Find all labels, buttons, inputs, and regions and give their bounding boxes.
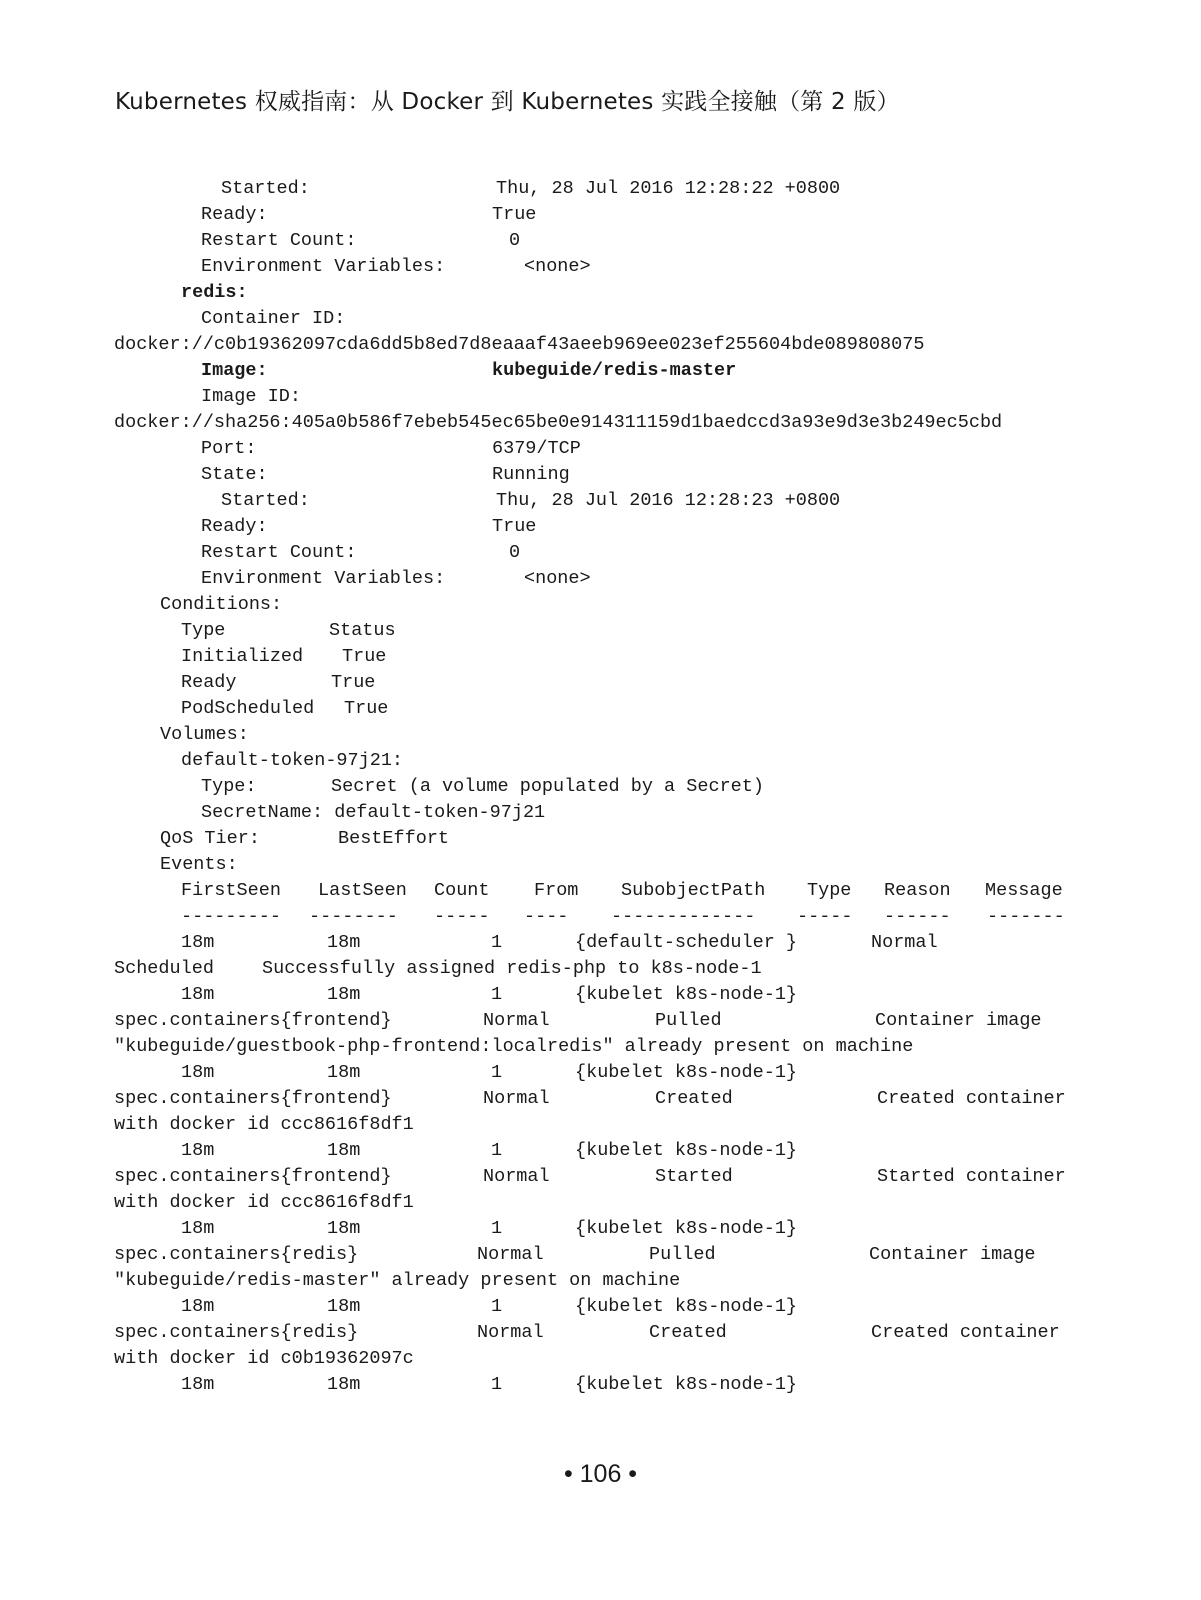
code-segment: 1 — [491, 1218, 503, 1239]
code-segment: ----- — [434, 906, 490, 927]
code-segment: Events: — [160, 854, 238, 875]
code-segment: Normal — [483, 1010, 550, 1031]
code-segment: Thu, 28 Jul 2016 12:28:22 +0800 — [496, 178, 841, 199]
code-segment: Container image — [875, 1010, 1042, 1031]
code-segment: Restart Count: — [201, 542, 357, 563]
code-segment: Started container — [877, 1166, 1066, 1187]
code-segment: Created — [649, 1322, 727, 1343]
code-segment: QoS Tier: — [160, 828, 260, 849]
code-segment: {default-scheduler } — [575, 932, 798, 953]
code-segment: Thu, 28 Jul 2016 12:28:23 +0800 — [496, 490, 841, 511]
code-segment: -------- — [309, 906, 398, 927]
code-segment: PodScheduled — [181, 698, 315, 719]
code-segment: 18m — [181, 984, 215, 1005]
code-segment: 18m — [181, 1140, 215, 1161]
code-segment: Started: — [221, 490, 310, 511]
code-segment: "kubeguide/guestbook-php-frontend:localredis" already present on machine — [114, 1036, 914, 1057]
code-segment: Normal — [477, 1244, 544, 1265]
code-segment: 18m — [181, 1218, 215, 1239]
code-segment: Started: — [221, 178, 310, 199]
code-segment: redis: — [181, 282, 248, 303]
code-segment: ----- — [797, 906, 853, 927]
code-segment: with docker id c0b19362097c — [114, 1348, 414, 1369]
code-segment: Normal — [477, 1322, 544, 1343]
code-segment: State: — [201, 464, 268, 485]
code-segment: <none> — [524, 568, 591, 589]
code-segment: spec.containers{frontend} — [114, 1166, 392, 1187]
code-segment: <none> — [524, 256, 591, 277]
code-segment: Container image — [869, 1244, 1036, 1265]
code-segment: Ready: — [201, 516, 268, 537]
code-segment: default-token-97j21: — [181, 750, 404, 771]
code-segment: {kubelet k8s-node-1} — [575, 1062, 798, 1083]
code-segment: 1 — [491, 1374, 503, 1395]
code-segment: 18m — [327, 1296, 361, 1317]
code-segment: Count — [434, 880, 490, 901]
code-segment: Environment Variables: — [201, 568, 446, 589]
code-segment: Restart Count: — [201, 230, 357, 251]
code-segment: --------- — [181, 906, 281, 927]
code-segment: 0 — [509, 542, 521, 563]
code-segment: Type: — [201, 776, 257, 797]
code-segment: Port: — [201, 438, 257, 459]
code-segment: {kubelet k8s-node-1} — [575, 1374, 798, 1395]
code-segment: SubobjectPath — [621, 880, 766, 901]
code-segment: {kubelet k8s-node-1} — [575, 984, 798, 1005]
code-segment: {kubelet k8s-node-1} — [575, 1296, 798, 1317]
code-segment: "kubeguide/redis-master" already present on machine — [114, 1270, 681, 1291]
code-segment: 1 — [491, 932, 503, 953]
code-segment: Pulled — [655, 1010, 722, 1031]
code-segment: SecretName: default-token-97j21 — [201, 802, 546, 823]
code-segment: FirstSeen — [181, 880, 281, 901]
code-segment: Secret (a volume populated by a Secret) — [331, 776, 764, 797]
code-segment: Pulled — [649, 1244, 716, 1265]
code-segment: Type — [807, 880, 852, 901]
code-segment: Created container — [877, 1088, 1066, 1109]
code-segment: spec.containers{redis} — [114, 1244, 359, 1265]
code-segment: 18m — [181, 1062, 215, 1083]
code-segment: True — [344, 698, 389, 719]
code-segment: Running — [492, 464, 570, 485]
code-segment: LastSeen — [318, 880, 407, 901]
code-segment: Started — [655, 1166, 733, 1187]
code-segment: 18m — [181, 932, 215, 953]
code-segment: spec.containers{frontend} — [114, 1088, 392, 1109]
code-segment: with docker id ccc8616f8df1 — [114, 1192, 414, 1213]
code-segment: 0 — [509, 230, 521, 251]
code-segment: From — [534, 880, 579, 901]
code-segment: {kubelet k8s-node-1} — [575, 1140, 798, 1161]
page-number: • 106 • — [563, 1460, 638, 1488]
code-segment: Volumes: — [160, 724, 249, 745]
code-segment: 1 — [491, 1062, 503, 1083]
code-segment: True — [492, 516, 537, 537]
code-segment: Normal — [483, 1166, 550, 1187]
code-segment: 18m — [327, 1374, 361, 1395]
code-segment: 6379/TCP — [492, 438, 581, 459]
code-segment: 18m — [327, 1218, 361, 1239]
code-segment: 18m — [181, 1296, 215, 1317]
code-segment: True — [342, 646, 387, 667]
code-segment: True — [331, 672, 376, 693]
code-segment: docker://sha256:405a0b586f7ebeb545ec65be0e914311159d1baedccd3a93e9d3e3b249ec5cbd — [114, 412, 1003, 433]
code-segment: 1 — [491, 984, 503, 1005]
code-segment: 18m — [181, 1374, 215, 1395]
code-segment: Initialized — [181, 646, 304, 667]
code-segment: spec.containers{frontend} — [114, 1010, 392, 1031]
code-segment: Created container — [871, 1322, 1060, 1343]
code-segment: ---- — [524, 906, 569, 927]
code-segment: ------- — [987, 906, 1065, 927]
code-segment: Ready: — [201, 204, 268, 225]
code-segment: 18m — [327, 984, 361, 1005]
code-segment: Container ID: — [201, 308, 346, 329]
code-segment: ------ — [884, 906, 951, 927]
code-segment: Successfully assigned redis-php to k8s-node-1 — [262, 958, 762, 979]
code-segment: Normal — [483, 1088, 550, 1109]
code-segment: kubeguide/redis-master — [492, 360, 737, 381]
code-segment: 1 — [491, 1296, 503, 1317]
code-segment: Conditions: — [160, 594, 283, 615]
code-segment: with docker id ccc8616f8df1 — [114, 1114, 414, 1135]
code-segment: Status — [329, 620, 396, 641]
code-segment: ------------- — [611, 906, 756, 927]
running-header: Kubernetes 权威指南：从 Docker 到 Kubernetes 实践全接触（第 2 版） — [115, 89, 900, 115]
code-segment: 1 — [491, 1140, 503, 1161]
code-segment: Normal — [871, 932, 938, 953]
code-segment: 18m — [327, 1062, 361, 1083]
code-segment: Environment Variables: — [201, 256, 446, 277]
code-segment: {kubelet k8s-node-1} — [575, 1218, 798, 1239]
code-segment: Image: — [201, 360, 268, 381]
code-segment: Message — [985, 880, 1063, 901]
code-segment: Image ID: — [201, 386, 301, 407]
code-segment: Created — [655, 1088, 733, 1109]
code-segment: Reason — [884, 880, 951, 901]
code-segment: BestEffort — [338, 828, 450, 849]
code-segment: Type — [181, 620, 226, 641]
code-segment: True — [492, 204, 537, 225]
code-segment: docker://c0b19362097cda6dd5b8ed7d8eaaaf43aeeb969ee023ef255604bde089808075 — [114, 334, 925, 355]
code-segment: spec.containers{redis} — [114, 1322, 359, 1343]
code-segment: 18m — [327, 1140, 361, 1161]
code-segment: Ready — [181, 672, 237, 693]
code-segment: Scheduled — [114, 958, 214, 979]
code-segment: 18m — [327, 932, 361, 953]
